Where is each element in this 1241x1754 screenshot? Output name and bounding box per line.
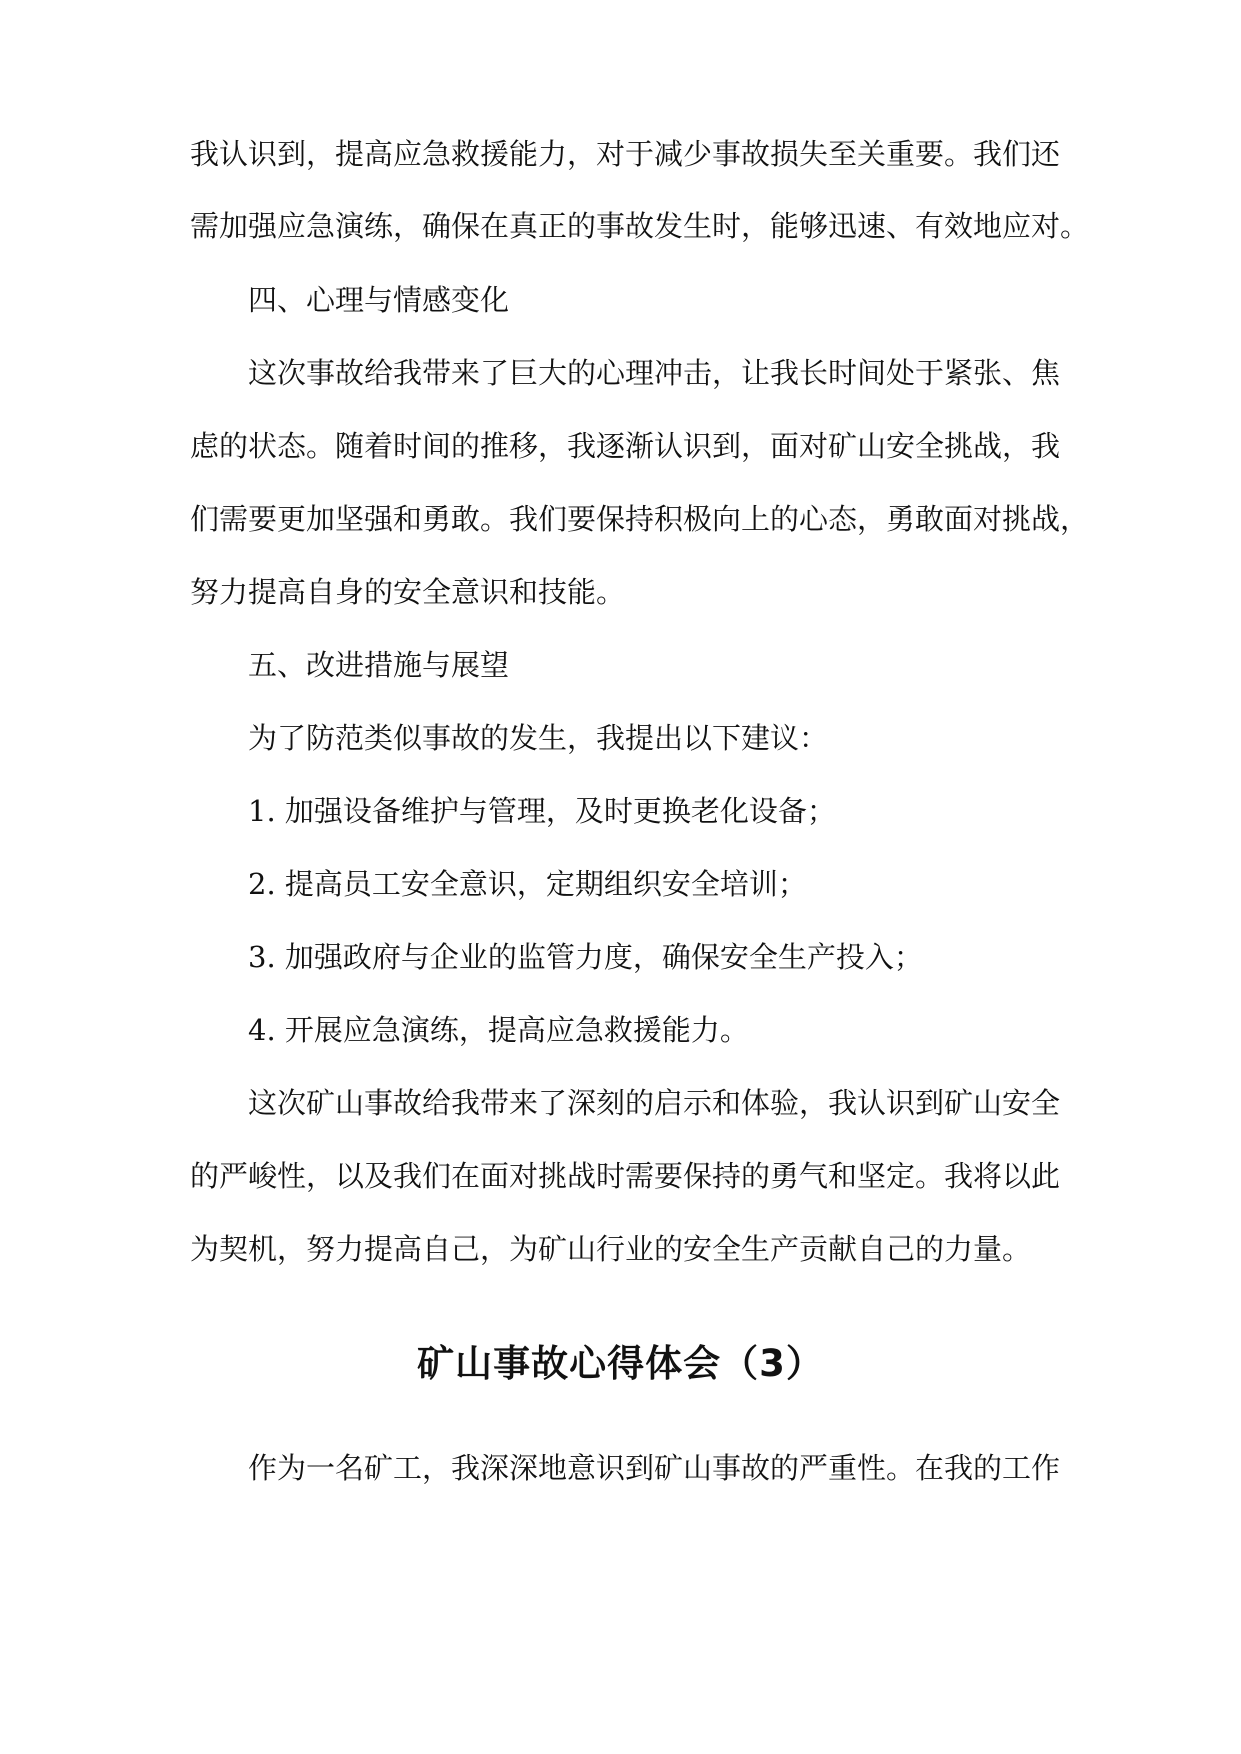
paragraph-line: 这次事故给我带来了巨大的心理冲击，让我长时间处于紧张、焦	[248, 356, 1061, 390]
paragraph-line: 为契机，努力提高自己，为矿山行业的安全生产贡献自己的力量。	[190, 1232, 1032, 1266]
paragraph-line: 们需要更加坚强和勇敢。我们要保持积极向上的心态，勇敢面对挑战，	[190, 502, 1090, 536]
paragraph-line: 虑的状态。随着时间的推移，我逐渐认识到，面对矿山安全挑战，我	[190, 429, 1061, 463]
paragraph-line: 为了防范类似事故的发生，我提出以下建议：	[248, 721, 829, 755]
section-title: 矿山事故心得体会（3）	[417, 1342, 824, 1385]
list-item: 2. 提高员工安全意识，定期组织安全培训；	[248, 867, 807, 901]
paragraph-line: 的严峻性，以及我们在面对挑战时需要保持的勇气和坚定。我将以此	[190, 1159, 1061, 1193]
list-item: 3. 加强政府与企业的监管力度，确保安全生产投入；	[248, 940, 923, 974]
list-item: 1. 加强设备维护与管理，及时更换老化设备；	[248, 794, 836, 828]
section-heading-5: 五、改进措施与展望	[248, 648, 510, 682]
paragraph-line: 需加强应急演练，确保在真正的事故发生时，能够迅速、有效地应对。	[190, 209, 1090, 243]
paragraph-line: 这次矿山事故给我带来了深刻的启示和体验，我认识到矿山安全	[248, 1086, 1061, 1120]
paragraph-line: 我认识到，提高应急救援能力，对于减少事故损失至关重要。我们还	[190, 137, 1061, 171]
section-heading-4: 四、心理与情感变化	[248, 283, 510, 317]
list-item: 4. 开展应急演练，提高应急救援能力。	[248, 1013, 749, 1047]
paragraph-line: 作为一名矿工，我深深地意识到矿山事故的严重性。在我的工作	[248, 1451, 1061, 1485]
paragraph-line: 努力提高自身的安全意识和技能。	[190, 575, 626, 609]
